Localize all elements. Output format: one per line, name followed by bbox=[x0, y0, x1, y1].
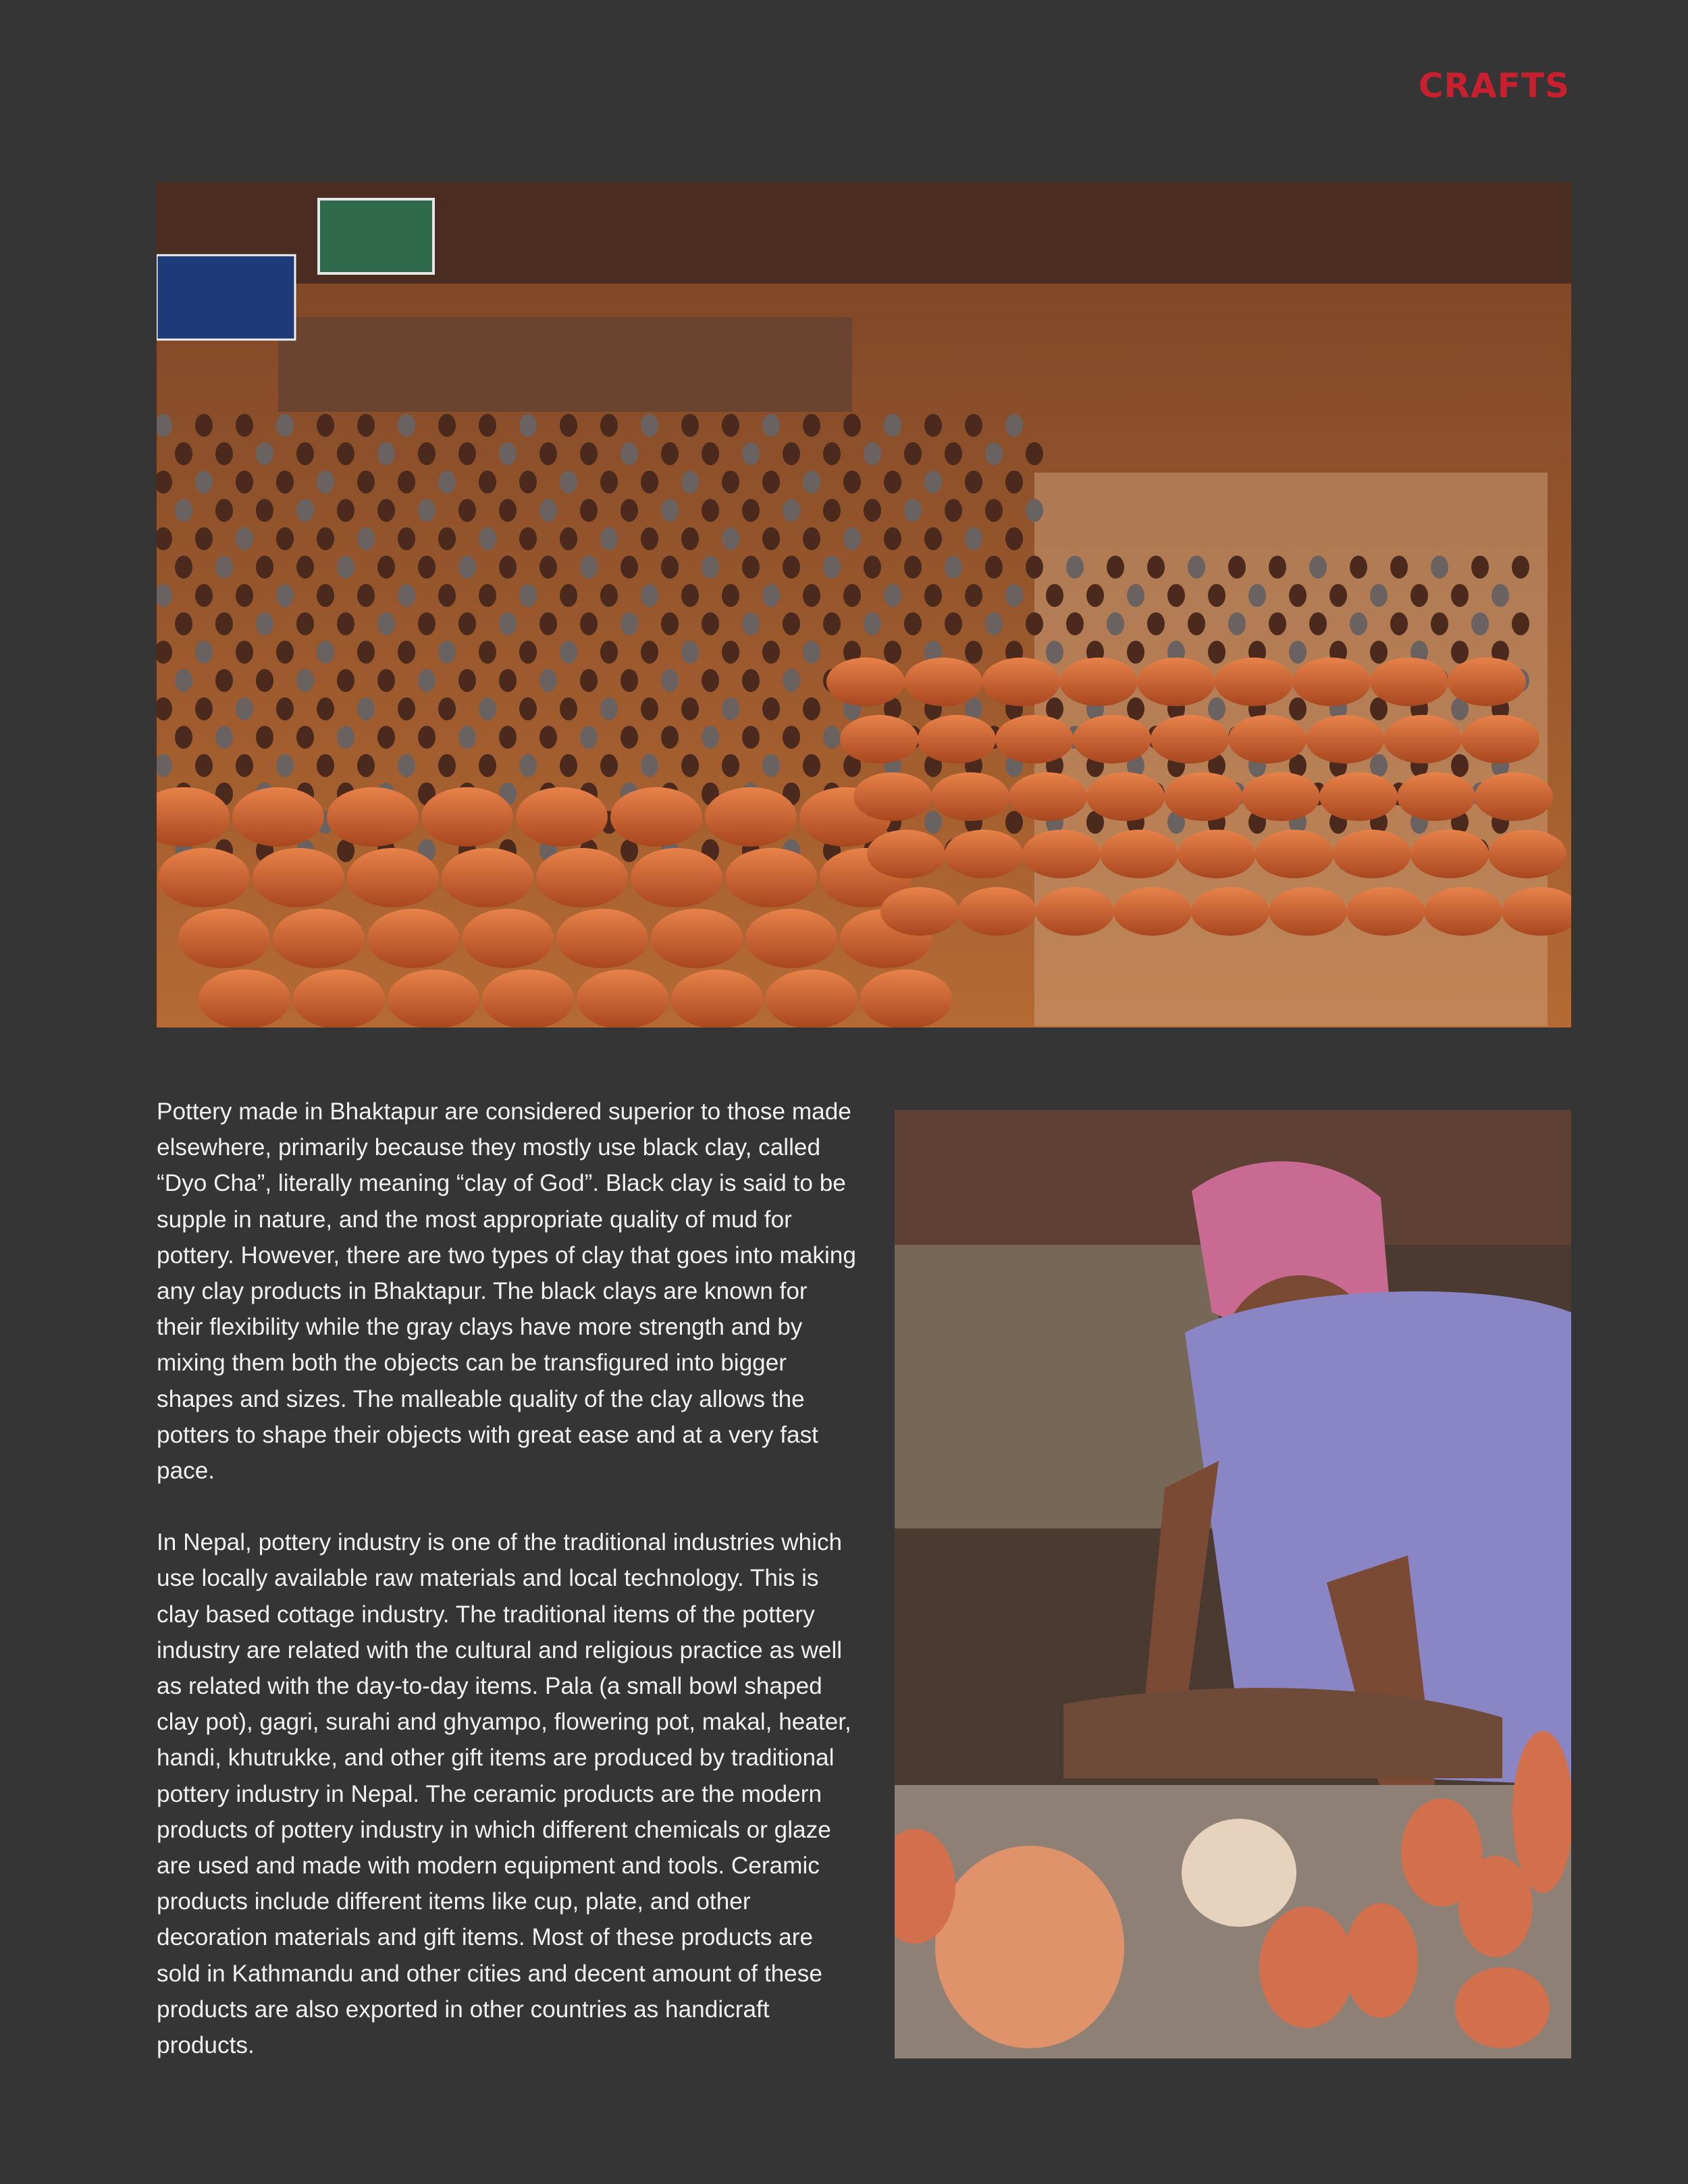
potter-working-clay-photo bbox=[895, 1110, 1571, 2058]
article-paragraph-2: In Nepal, pottery industry is one of the traditional industries which use locally available raw materials and local technology. This is clay based cottage industry. The traditional items of the pottery industry are related with the cultural and religious practice as well as related with the day-to-day items. Pala (a small bowl shaped clay pot), gagri, surahi and ghyampo, flowering pot, makal, heater, handi, khutrukke, and other gift items are produced by traditional pottery industry in Nepal. The ceramic products are the modern products of pottery industry in which different chemicals or glaze are used and made with modern equipment and tools. Ceramic products include different items like cup, plate, and other decoration materials and gift items. Most of these products are sold in Kathmandu and other cities and decent amount of these products are also exported in other countries as handicraft products. bbox=[157, 1529, 851, 2059]
article-paragraph-1: Pottery made in Bhaktapur are considered superior to those made elsewhere, primarily because they mostly use black clay, called “Dyo Cha”, literally meaning “clay of God”. Black clay is said to be supple in nature, and the most appropriate quality of mud for pottery. However, there are two types of clay that goes into making any clay products in Bhaktapur. The black clays are known for their flexibility while the gray clays have more strength and by mixing them both the objects can be transfigured into bigger shapes and sizes. The malleable quality of the clay allows the potters to shape their objects with great ease and at a very fast pace. bbox=[157, 1098, 856, 1485]
pottery-square-photo bbox=[157, 182, 1571, 1028]
section-label: CRAFTS bbox=[1418, 66, 1570, 105]
article-body bbox=[157, 1094, 859, 2099]
